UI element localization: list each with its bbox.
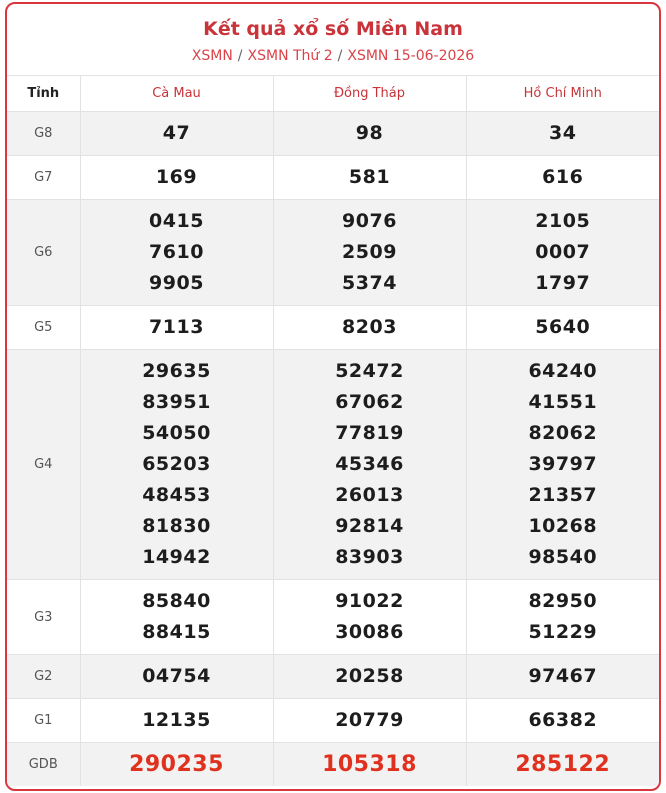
result-number: 0007 — [535, 241, 591, 263]
province-header[interactable]: Hồ Chí Minh — [466, 76, 659, 112]
result-number: 20258 — [335, 665, 404, 687]
result-cell — [466, 306, 659, 350]
result-cell — [80, 350, 273, 580]
province-header[interactable]: Cà Mau — [80, 76, 273, 112]
result-number: 83903 — [335, 546, 404, 568]
result-cell — [80, 112, 273, 156]
prize-label: G1 — [7, 699, 80, 743]
result-number: 5640 — [535, 316, 591, 338]
result-number: 29635 — [142, 360, 211, 382]
result-number: 81830 — [142, 515, 211, 537]
result-number: 82950 — [528, 590, 598, 612]
result-cell — [273, 350, 466, 580]
results-table — [7, 76, 659, 786]
page-title: Kết quả xổ số Miền Nam — [203, 18, 463, 40]
result-number: 2509 — [342, 241, 397, 263]
result-cell — [466, 655, 659, 699]
result-number: 54050 — [142, 422, 211, 444]
result-number: 66382 — [528, 709, 598, 731]
result-cell — [80, 306, 273, 350]
prize-row — [7, 580, 659, 655]
result-number: 616 — [542, 166, 584, 188]
result-cell — [466, 350, 659, 580]
result-cell — [80, 743, 273, 787]
result-number: 10268 — [528, 515, 598, 537]
result-number: 7610 — [149, 241, 204, 263]
breadcrumb — [7, 47, 659, 65]
special-prize-number: 285122 — [515, 752, 611, 777]
breadcrumb-link-xsmn[interactable]: XSMN — [191, 48, 233, 64]
result-cell — [466, 699, 659, 743]
result-number: 67062 — [335, 391, 404, 413]
result-number: 77819 — [335, 422, 404, 444]
result-number: 34 — [549, 122, 577, 144]
prize-label: G2 — [7, 655, 80, 699]
result-cell — [466, 156, 659, 200]
result-number: 2105 — [535, 210, 591, 232]
result-cell — [273, 112, 466, 156]
prize-label: G4 — [7, 350, 80, 580]
prize-label: G6 — [7, 200, 80, 306]
result-number: 82062 — [528, 422, 598, 444]
result-cell — [80, 156, 273, 200]
result-cell — [273, 743, 466, 787]
prize-row — [7, 306, 659, 350]
result-cell — [80, 699, 273, 743]
result-number: 85840 — [142, 590, 211, 612]
prize-label: G5 — [7, 306, 80, 350]
breadcrumb-link-xsmn-date[interactable]: XSMN 15-06-2026 — [347, 48, 475, 64]
result-number: 48453 — [142, 484, 211, 506]
special-prize-number: 290235 — [129, 752, 224, 777]
prize-label: G8 — [7, 112, 80, 156]
result-number: 91022 — [335, 590, 404, 612]
result-number: 26013 — [335, 484, 404, 506]
result-number: 45346 — [335, 453, 404, 475]
result-number: 97467 — [528, 665, 598, 687]
breadcrumb-link-xsmn-weekday[interactable]: XSMN Thứ 2 — [247, 48, 333, 64]
result-number: 41551 — [528, 391, 598, 413]
result-number: 20779 — [335, 709, 404, 731]
result-number: 1797 — [535, 272, 591, 294]
result-number: 92814 — [335, 515, 404, 537]
result-cell — [273, 306, 466, 350]
result-number: 12135 — [142, 709, 211, 731]
result-number: 52472 — [335, 360, 404, 382]
result-number: 04754 — [142, 665, 211, 687]
result-cell — [466, 580, 659, 655]
table-header-row — [7, 76, 659, 112]
result-cell — [273, 580, 466, 655]
result-number: 0415 — [149, 210, 204, 232]
breadcrumb-separator: / — [237, 48, 243, 64]
prize-row — [7, 655, 659, 699]
prize-row — [7, 699, 659, 743]
result-cell — [273, 655, 466, 699]
result-cell — [80, 580, 273, 655]
result-number: 14942 — [142, 546, 211, 568]
result-number: 169 — [155, 166, 198, 188]
result-number: 64240 — [528, 360, 598, 382]
prize-row — [7, 743, 659, 787]
prize-row — [7, 112, 659, 156]
prize-row — [7, 200, 659, 306]
result-cell — [273, 200, 466, 306]
result-cell — [80, 200, 273, 306]
result-number: 8203 — [342, 316, 397, 338]
prize-label: GDB — [7, 743, 80, 787]
result-number: 98 — [355, 122, 384, 144]
prize-row — [7, 156, 659, 200]
breadcrumb-separator: / — [337, 48, 343, 64]
results-card — [5, 2, 661, 791]
result-number: 7113 — [149, 316, 204, 338]
result-cell — [273, 699, 466, 743]
result-number: 88415 — [142, 621, 211, 643]
result-cell — [466, 200, 659, 306]
prize-row — [7, 350, 659, 580]
result-cell — [80, 655, 273, 699]
result-number: 21357 — [528, 484, 598, 506]
result-cell — [466, 743, 659, 787]
result-number: 9076 — [342, 210, 397, 232]
result-number: 47 — [162, 122, 191, 144]
province-header[interactable]: Đồng Tháp — [273, 76, 466, 112]
result-number: 51229 — [528, 621, 598, 643]
special-prize-number: 105318 — [322, 752, 417, 777]
result-number: 9905 — [149, 272, 204, 294]
result-cell — [273, 156, 466, 200]
result-cell — [466, 112, 659, 156]
results-header — [7, 4, 659, 76]
prize-label: G3 — [7, 580, 80, 655]
result-number: 98540 — [528, 546, 598, 568]
result-number: 30086 — [335, 621, 404, 643]
result-number: 581 — [348, 166, 391, 188]
result-number: 83951 — [142, 391, 211, 413]
result-number: 39797 — [528, 453, 598, 475]
prize-label: G7 — [7, 156, 80, 200]
result-number: 65203 — [142, 453, 211, 475]
result-number: 5374 — [342, 272, 397, 294]
province-column-header: Tỉnh — [7, 76, 80, 112]
